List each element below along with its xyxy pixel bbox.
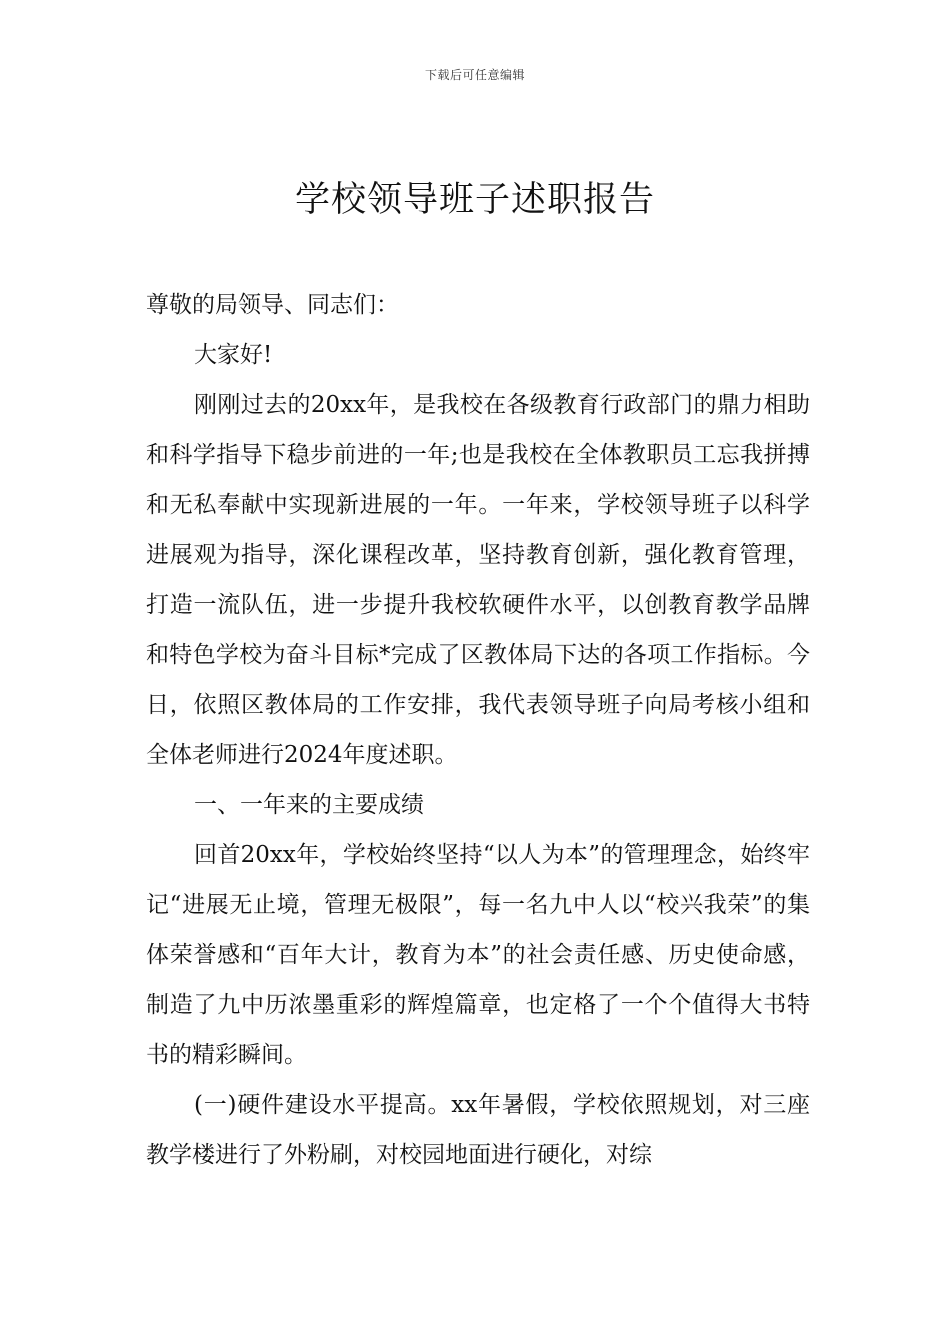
paragraph-intro: 刚刚过去的20xx年，是我校在各级教育行政部门的鼎力相助和科学指导下稳步前进的一年;也是我校在全体教职员工忘我拼搏和无私奉献中实现新进展的一年。一年来，学校领导班子以科学进展观为指导，深化课程改革，坚持教育创新，强化教育管理，打造一流队伍，进一步提升我校软硬件水平，以创教育教学品牌和特色学校为奋斗目标*完成了区教体局下达的各项工作指标。今日，依照区教体局的工作安排，我代表领导班子向局考核小组和全体老师进行2024年度述职。 [146, 392, 810, 768]
salutation: 尊敬的局领导、同志们： [146, 292, 399, 318]
section-heading: 一、一年来的主要成绩 [194, 792, 424, 818]
paragraph-review: 回首20xx年，学校始终坚持“以人为本”的管理理念，始终牢记“进展无止境，管理无极限”，每一名九中人以“校兴我荣”的集体荣誉感和“百年大计，教育为本”的社会责任感、历史使命感，制造了九中历浓墨重彩的辉煌篇章，也定格了一个个值得大书特书的精彩瞬间。 [146, 842, 810, 1068]
document-title: 学校领导班子述职报告 [294, 180, 655, 220]
document-body [146, 280, 810, 1180]
header-note: 下载后可任意编辑 [424, 68, 525, 82]
paragraph-hardware: (一)硬件建设水平提高。xx年暑假，学校依照规划，对三座教学楼进行了外粉刷，对校园地面进行硬化，对综 [146, 1092, 810, 1168]
paragraph-greeting: 大家好! [194, 342, 273, 368]
